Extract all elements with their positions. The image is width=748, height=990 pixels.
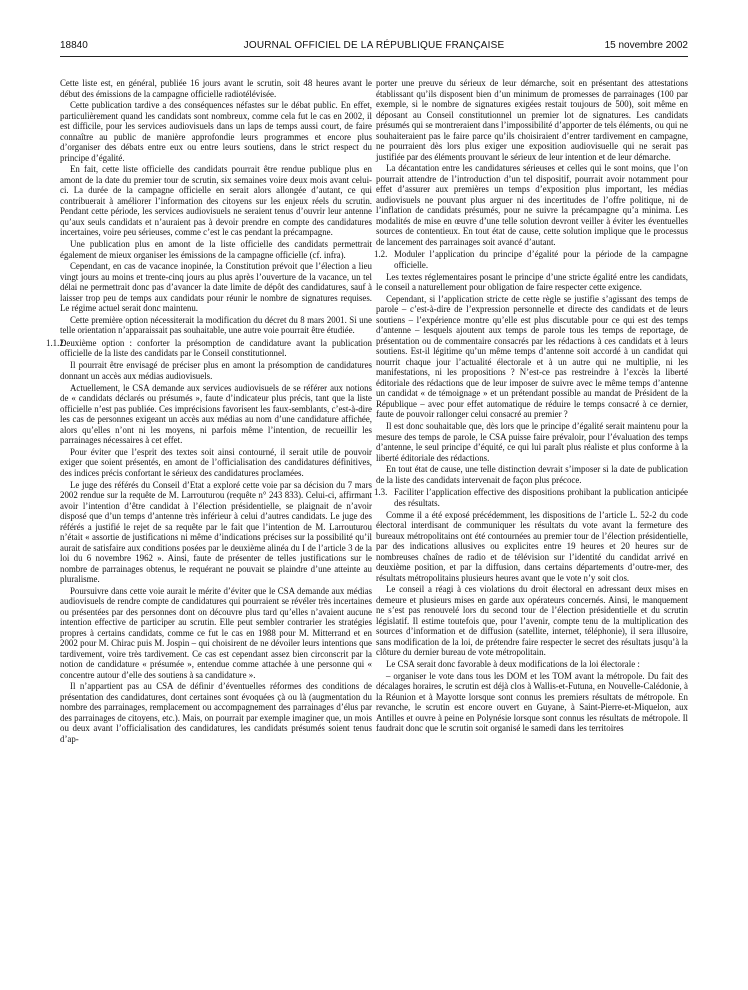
paragraph: Cette première option nécessiterait la modification du décret du 8 mars 2001. Si une telle orientation n’apparaissait pas souhaitable, une autre voie pourrait être étudiée. <box>60 314 372 336</box>
paragraph: Actuellement, le CSA demande aux services audiovisuels de se référer aux notions de « candidats déclarés ou présumés », faute d’indicateur plus précis, tant que la liste officielle n’est pas publiée. Ces imprécisions favorisent les faux-semblants, c’est-à-dire les cas de personnes exigeant un accès aux médias au nom d’une candidature affichée, alors qu’elles n’ont ni les moyens, ni parfois même l’intention, de recueillir les parrainages nécessaires à cet effet. <box>60 382 372 446</box>
paragraph: Les textes réglementaires posant le principe d’une stricte égalité entre les candidats, le conseil a naturellement pour obligation de faire respecter cette exigence. <box>376 271 688 293</box>
paragraph: Poursuivre dans cette voie aurait le mérite d’éviter que le CSA demande aux médias audiovisuels de rendre compte de candidatures qui pourraient se révéler très incertaines ou présentées par des personnes dont on découvre plus tard qu’elles n’avaient aucune intention effective de participer au scrutin. Elle peut sembler contrarier les stratégies propres à certains candidats, comme ce fut le cas en 1988 pour M. Mitterrand et en 2002 pour M. Chirac puis M. Jospin – qui choisirent de ne dévoiler leurs intentions que tardivement, voire très tardivement. Ce cas est cependant assez bien circonscrit par la notion de candidature « présumée », entendue comme attachée à une personne qui « concentre autour d’elle des soutiens à sa candidature ». <box>60 585 372 680</box>
section-number: 1.2. <box>374 249 388 260</box>
header-rule <box>60 56 688 57</box>
section-heading <box>46 337 372 359</box>
section-heading-text: Moduler l’application du principe d’égalité pour la période de la campagne officielle. <box>394 249 688 270</box>
paragraph: Il n’appartient pas au CSA de définir d’éventuelles réformes des conditions de présentation des candidatures, dont certaines sont évoquées çà ou là (augmentation du nombre des parrainages, remplacement ou accompagnement des parrainages d’élus par des parrainages de citoyens, etc.). Mais, on pourrait par exemple imaginer que, un mois ou deux avant l’officialisation des candidatures, les candidats présumés soient tenus d’ap- <box>60 681 372 744</box>
paragraph: Pour éviter que l’esprit des textes soit ainsi contourné, il serait utile de pouvoir exiger que soient présentés, en amont de l’officialisation des candidatures définitives, des indices précis confortant le sérieux des candidatures proclamées. <box>60 446 372 478</box>
paragraph: Le CSA serait donc favorable à deux modifications de la loi électorale : <box>386 659 640 670</box>
section-heading <box>376 487 688 508</box>
paragraph: Cette publication tardive a des conséquences néfastes sur le débat public. En effet, particulièrement quand les candidats sont nombreux, comme cela fut le cas en 2002, il est difficile, pour les services audiovisuels dans un laps de temps aussi court, de faire connaître au public de manière approfondie leurs programmes et encore plus d’organiser des débats entre eux ou entre leurs soutiens, dans le strict respect du principe d’égalité. <box>60 100 372 163</box>
paragraph: Cette liste est, en général, publiée 16 jours avant le scrutin, soit 48 heures avant le début des émissions de la campagne officielle radiotélévisée. <box>60 78 372 99</box>
paragraph: La décantation entre les candidatures sérieuses et celles qui le sont moins, que l’on pourrait attendre de l’introduction d’un tel dispositif, pourrait avoir notamment pour effet d’assurer aux premières un temps d’exposition plus important, les médias audiovisuels ne pouvant plus arguer ni des incertitudes de l’offre politique, ni de l’inflation de candidats présumés, pour ne suivre la précampagne qu’a minima. Les modalités de mise en œuvre d’une telle solution devront veiller à éviter les éventuelles sources de contentieux. En tout état de cause, cette solution implique que le processus de lancement des parrainages soit avancé d’autant. <box>376 163 688 247</box>
publication-date: 15 novembre 2002 <box>604 40 688 51</box>
paragraph: Le conseil a réagi à ces violations du droit électoral en adressant deux mises en demeure et plusieurs mises en garde aux opérateurs concernés. Ainsi, le manquement ne s’est pas renouvelé lors du second tour de l’élection présidentielle et du scrutin législatif. Il estime toutefois que, pour l’avenir, compte tenu de la multiplication des sources d’information et de diffusion (satellite, internet, téléphonie), il sera illusoire, sans modification de la loi, de prétendre faire respecter le secret des résultats jusqu’à la clôture du dernier bureau de vote métropolitain. <box>376 584 688 658</box>
section-heading-text: Deuxième option : conforter la présomption de candidature avant la publication officielle de la liste des candidats par le Conseil constitutionnel. <box>60 337 372 359</box>
paragraph: Il pourrait être envisagé de préciser plus en amont la présomption de candidatures donnant un accès aux médias audiovisuels. <box>60 360 372 381</box>
paragraph: En fait, cette liste officielle des candidats pourrait être rendue publique plus en amont de la date du premier tour de scrutin, six semaines voire deux mois avant celui-ci. La durée de la campagne officielle en serait alors allongée d’autant, ce qui contribuerait à améliorer l’information des citoyens sur les enjeux réels du scrutin. Pendant cette période, les services audiovisuels ne seraient tenus d’ouvrir leur antenne qu’aux seuls candidats et n’auraient pas à devoir prendre en compte des candidatures incertaines, voire peu sérieuses, comme c’est le cas pendant la précampagne. <box>60 164 372 238</box>
section-number: 1.3. <box>374 487 388 498</box>
section-number: 1.1.2. <box>46 337 66 348</box>
paragraph: Cependant, si l’application stricte de cette règle se justifie s’agissant des temps de parole – c’est-à-dire de l’expression personnelle et directe des candidats et de leurs soutiens – l’expérience montre qu’elle est plus discutable pour ce qui est des temps d’antenne – lesquels ajoutent aux temps de parole tous les temps de reportage, de présentation ou de commentaire consacrés par les rédactions à ces candidats et à leurs soutiens. Est-il légitime qu’un même temps d’antenne soit accordé à un candidat qui nourrit chaque jour l’actualité électorale et à un autre qui ne multiplie, ni les manifestations, ni les propositions ? N’est-ce pas restreindre à l’excès la liberté éditoriale des rédactions que de leur imposer de suivre avec le même temps d’antenne un candidat « de témoignage » et un prétendant possible au mandat de Président de la République – avec pour effet automatique de réduire le temps consacré à ce dernier, faute de pouvoir rallonger celui consacré au premier ? <box>376 293 688 420</box>
left-column <box>46 78 372 982</box>
paragraph: porter une preuve du sérieux de leur démarche, soit en présentant des attestations établissant qu’ils disposent bien d’un minimum de promesses de parrainages (100 par exemple, si le nombre de signatures exigées restait toujours de 500), soit même en déposant au Conseil constitutionnel un premier lot de signatures. Les candidats présumés qui se montreraient dans l’impossibilité d’apporter de tels éléments, ou qui ne souhaiteraient pas le faire parce qu’ils choisiraient d’entrer tardivement en campagne, ne pourraient dès lors plus exiger une exposition audiovisuelle qui ne serait pas justifiée par des éléments prouvant le sérieux de leur intention et de leur démarche. <box>376 78 688 162</box>
paragraph: Une publication plus en amont de la liste officielle des candidats permettrait également de mieux organiser les émissions de la campagne officielle (cf. infra). <box>60 239 372 260</box>
paragraph: Cependant, en cas de vacance inopinée, la Constitution prévoit que l’élection a lieu vingt jours au moins et trente-cinq jours au plus après l’ouverture de la vacance, un tel délai ne permettrait donc pas d’avancer la date limite de dépôt des candidatures, sauf à laisser trop peu de temps aux candidats pour réunir le nombre de signatures requises. Le régime actuel serait donc maintenu. <box>60 261 372 314</box>
paragraph: Comme il a été exposé précédemment, les dispositions de l’article L. 52-2 du code électoral interdisant de communiquer les résultats du vote avant la fermeture des bureaux métropolitains ont été contournées au premier tour de l’élection présidentielle, par des indications allusives ou explicites entre 19 heures et 20 heures sur de nombreuses chaînes de radio et de télévision sur l’identité du candidat arrivé en deuxième position, et par la diffusion, dans certains départements d’outre-mer, des résultats métropolitains plusieurs heures avant que le vote n’y soit clos. <box>376 509 688 583</box>
paragraph: En tout état de cause, une telle distinction devrait s’imposer si la date de publication de la liste des candidats intervenait de façon plus précoce. <box>376 464 688 485</box>
paragraph: – organiser le vote dans tous les DOM et les TOM avant la métropole. Du fait des décalages horaires, le scrutin est déjà clos à Wallis-et-Futuna, en Nouvelle-Calédonie, à la Réunion et à Mayotte lorsque sont connus les premiers résultats de métropole. En revanche, le scrutin est encore ouvert en Guyane, à Saint-Pierre-et-Miquelon, aux Antilles et ouvre à peine en Polynésie lorsque sont connus les résultats de métropole. Il faudrait donc que le scrutin soit organisé le samedi dans les territoires <box>376 670 688 734</box>
right-column <box>376 78 688 982</box>
page-number: 18840 <box>60 40 88 51</box>
paragraph: Il est donc souhaitable que, dès lors que le principe d’égalité serait maintenu pour la mesure des temps de parole, le CSA puisse faire prévaloir, pour l’évaluation des temps d’antenne, le seul principe d’équité, ce qui lui paraît plus réaliste et plus conforme à la liberté éditoriale des rédactions. <box>376 421 688 463</box>
section-heading <box>376 249 688 270</box>
journal-title: JOURNAL OFFICIEL DE LA RÉPUBLIQUE FRANÇAISE <box>243 40 505 51</box>
paragraph: Le juge des référés du Conseil d’Etat a exploré cette voie par sa décision du 7 mars 2002 rendue sur la requête de M. Larrouturou (requête n° 243 833). Celui-ci, affirmant avoir l’intention d’être candidat à l’élection présidentielle, se plaignait de n’avoir disposé que d’un temps d’antenne très inférieur à celui d’autres candidats. Le juge des référés a justifié le rejet de sa requête par le fait que l’intention de M. Larrouturou n’était « assortie de justifications ni même d’indications précises sur la possibilité qu’il aurait de satisfaire aux conditions posées par le deuxième alinéa du I de l’article 3 de la loi du 6 novembre 1962 ». Ainsi, faute de présenter de telles justifications sur le nombre de parrainages obtenus, le requérant ne pouvait se plaindre d’une atteinte au pluralisme. <box>60 479 372 584</box>
section-heading-text: Faciliter l’application effective des dispositions prohibant la publication anticipée des résultats. <box>394 487 688 508</box>
page-header <box>60 40 688 56</box>
